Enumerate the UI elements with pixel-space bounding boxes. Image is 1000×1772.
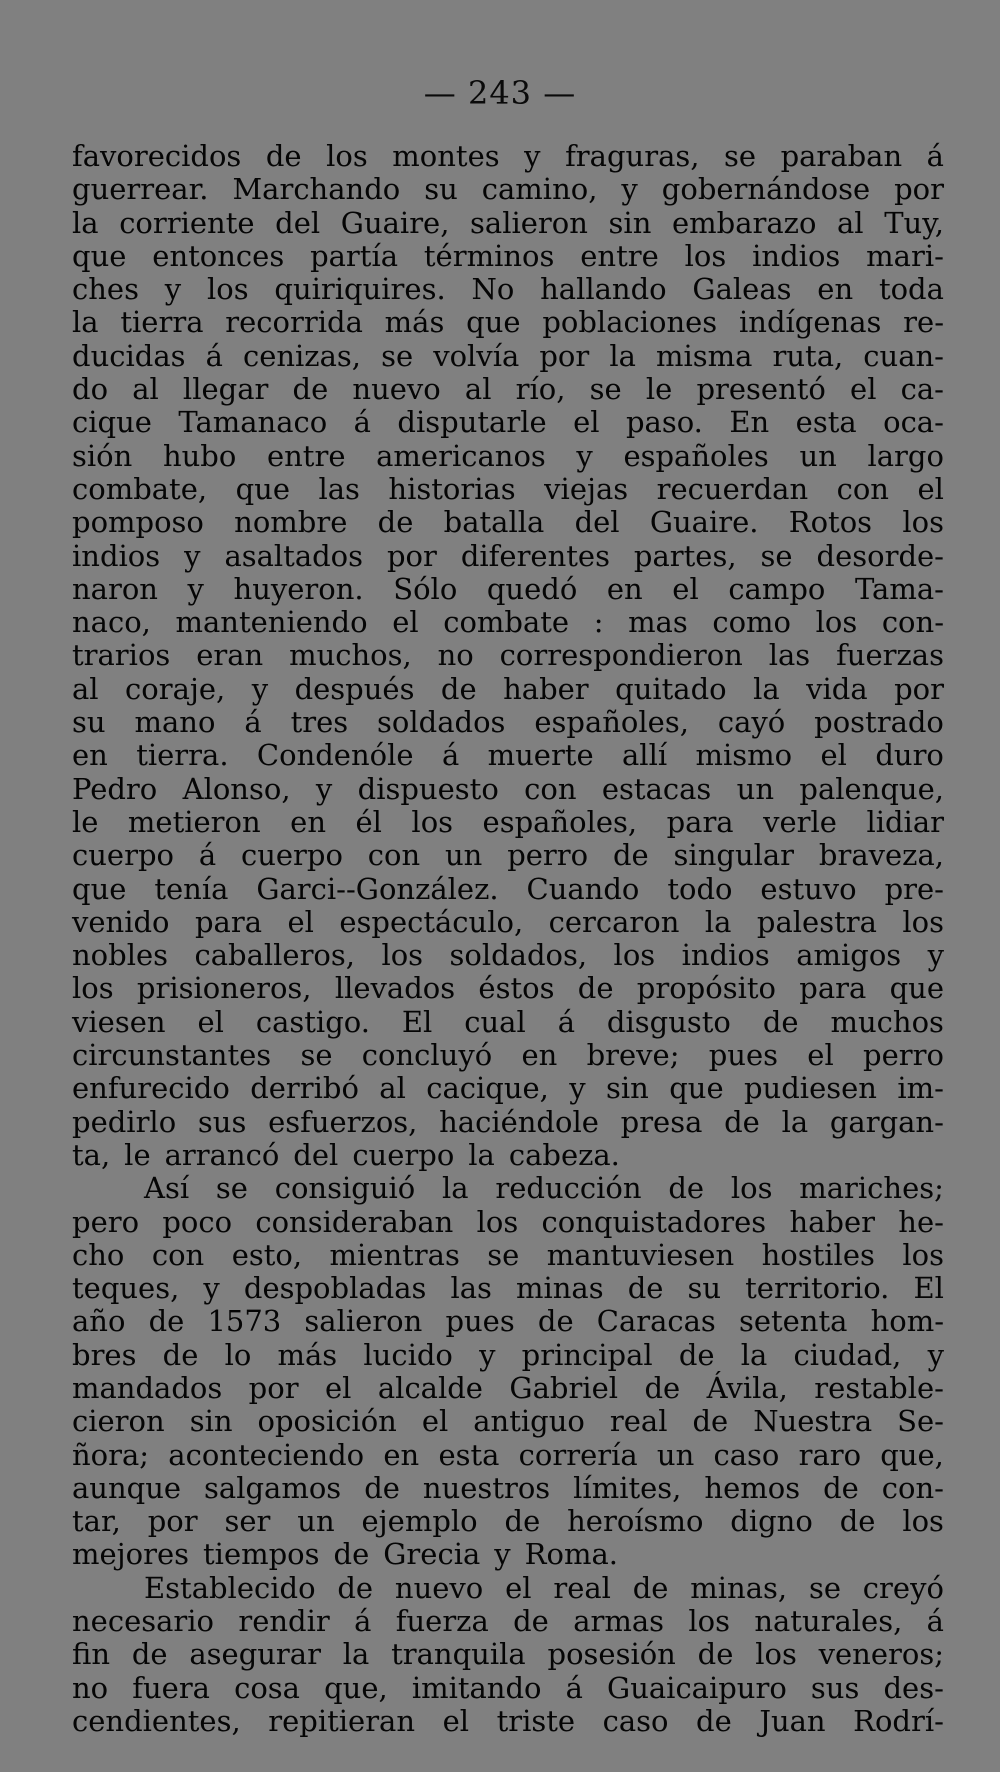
text-line: cique Tamanaco á disputarle el paso. En esta oca- [72, 405, 944, 440]
text-line: los prisioneros, llevados éstos de propósito para que [72, 971, 944, 1006]
text-line: en tierra. Condenóle á muerte allí mismo el duro [72, 738, 944, 773]
text-line: tar, por ser un ejemplo de heroísmo digno de los [72, 1504, 944, 1539]
text-line: viesen el castigo. El cual á disgusto de muchos [72, 1004, 944, 1039]
text-line: nobles caballeros, los soldados, los indios amigos y [72, 938, 944, 973]
text-line: la tierra recorrida más que poblaciones indígenas re- [72, 305, 944, 340]
text-line: cuerpo á cuerpo con un perro de singular braveza, [72, 838, 944, 873]
text-line: pero poco consideraban los conquistadores haber he- [72, 1204, 944, 1239]
text-line: mandados por el alcalde Gabriel de Ávila, restable- [72, 1370, 944, 1405]
text-line: ducidas á cenizas, se volvía por la misma ruta, cuan- [72, 338, 944, 373]
body-text [72, 140, 944, 1738]
text-line: ches y los quiriquires. No hallando Galeas en toda [72, 272, 944, 307]
text-line: que entonces partía términos entre los indios mari- [72, 238, 944, 273]
text-line: pomposo nombre de batalla del Guaire. Rotos los [72, 505, 944, 540]
text-line: indios y asaltados por diferentes partes, se desorde- [72, 538, 944, 573]
text-line: Así se consiguió la reducción de los mariches; [144, 1171, 944, 1206]
text-line: Pedro Alonso, y dispuesto con estacas un palenque, [72, 771, 944, 806]
text-line: enfurecido derribó al cacique, y sin que pudiesen im- [72, 1071, 944, 1106]
text-line: su mano á tres soldados españoles, cayó postrado [72, 705, 944, 740]
text-line: ta, le arrancó del cuerpo la cabeza. [72, 1137, 620, 1172]
text-line: combate, que las historias viejas recuerdan con el [72, 471, 944, 506]
text-line: cieron sin oposición el antiguo real de Nuestra Se- [72, 1404, 944, 1439]
text-line: favorecidos de los montes y fraguras, se paraban á [72, 139, 944, 173]
text-line: do al llegar de nuevo al río, se le presentó el ca- [72, 372, 944, 407]
text-line: le metieron en él los españoles, para verle lidiar [72, 804, 944, 839]
page-number: — 243 — [423, 74, 577, 112]
text-line: ñora; aconteciendo en esta correría un caso raro que, [72, 1437, 944, 1472]
text-line: naron y huyeron. Sólo quedó en el campo Tama- [72, 571, 944, 606]
text-line: venido para el espectáculo, cercaron la palestra los [72, 904, 944, 939]
text-line: aunque salgamos de nuestros límites, hemos de con- [72, 1470, 944, 1505]
text-line: necesario rendir á fuerza de armas los naturales, á [72, 1604, 944, 1639]
text-line: mejores tiempos de Grecia y Roma. [72, 1537, 618, 1572]
text-line: al coraje, y después de haber quitado la vida por [72, 671, 944, 706]
text-line: naco, manteniendo el combate : mas como los con- [72, 605, 944, 640]
text-line: año de 1573 salieron pues de Caracas setenta hom- [72, 1304, 944, 1339]
text-line: teques, y despobladas las minas de su territorio. El [72, 1271, 944, 1306]
text-line: pedirlo sus esfuerzos, haciéndole presa de la gargan- [72, 1104, 944, 1139]
text-line: sión hubo entre americanos y españoles un largo [72, 438, 944, 473]
text-line: guerrear. Marchando su camino, y gobernándose por [72, 172, 944, 207]
text-line: que tenía Garci--González. Cuando todo estuvo pre- [72, 871, 944, 906]
text-line: no fuera cosa que, imitando á Guaicaipuro sus des- [72, 1670, 944, 1705]
text-line: circunstantes se concluyó en breve; pues el perro [72, 1038, 944, 1073]
text-line: bres de lo más lucido y principal de la ciudad, y [72, 1337, 944, 1372]
text-line: Establecido de nuevo el real de minas, se creyó [144, 1570, 944, 1605]
text-line: trarios eran muchos, no correspondieron las fuerzas [72, 638, 944, 673]
text-line: fin de asegurar la tranquila posesión de los veneros; [72, 1637, 944, 1672]
text-line: cendientes, repitieran el triste caso de Juan Rodrí- [72, 1703, 944, 1738]
text-line: la corriente del Guaire, salieron sin embarazo al Tuy, [72, 205, 944, 240]
text-line: cho con esto, mientras se mantuviesen hostiles los [72, 1237, 944, 1272]
